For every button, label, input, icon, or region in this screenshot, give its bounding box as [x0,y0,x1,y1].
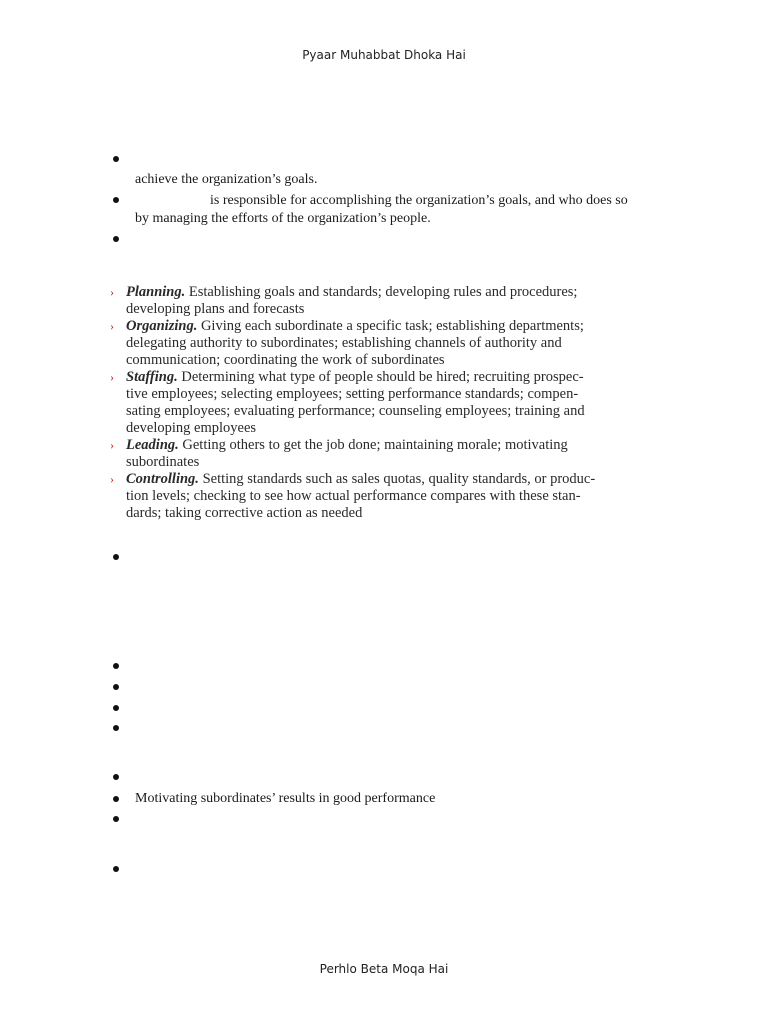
bullet [113,866,119,872]
bullet-text: achieve the organization’s goals. [135,172,318,187]
arrow-icon: › [110,285,114,299]
arrow-icon: › [110,319,114,333]
bullet [113,725,119,731]
function-desc: dards; taking corrective action as needed [126,505,363,521]
function-desc: developing employees [126,420,257,436]
arrow-icon: › [110,370,114,384]
bullet [113,816,119,822]
function-item [110,471,650,522]
bullet [113,684,119,690]
function-term: Planning. [126,284,186,300]
function-term: Organizing. [126,318,198,334]
bullet-text: is responsible for accomplishing the organization’s goals, and who does so [210,193,628,208]
bullet [113,236,119,242]
function-desc: sating employees; evaluating performance; counseling employees; training and [126,403,585,419]
function-term: Controlling. [126,471,199,487]
bullet [113,774,119,780]
function-desc: Giving each subordinate a specific task; establishing departments; [200,318,584,334]
arrow-icon: › [110,472,114,486]
function-desc: tive employees; selecting employees; setting performance standards; compen- [126,386,579,402]
bullet [113,156,119,162]
bullet [113,663,119,669]
bullet-text: by managing the efforts of the organization’s people. [135,211,431,226]
bullet-text: Motivating subordinates’ results in good performance [135,791,436,806]
bullet [113,554,119,560]
function-item [110,437,650,471]
function-term: Staffing. [126,369,178,385]
function-item [110,369,650,437]
function-desc: Setting standards such as sales quotas, quality standards, or produc- [202,471,596,487]
function-item [110,318,650,369]
function-item [110,284,650,318]
function-desc: tion levels; checking to see how actual performance compares with these stan- [126,488,581,504]
function-term: Leading. [126,437,179,453]
page-header: Pyaar Muhabbat Dhoka Hai [302,48,466,62]
function-desc: Getting others to get the job done; maintaining morale; motivating [182,437,568,453]
management-functions-list [110,284,650,522]
bullet [113,705,119,711]
function-desc: Establishing goals and standards; developing rules and procedures; [188,284,578,300]
arrow-icon: › [110,438,114,452]
page-footer: Perhlo Beta Moqa Hai [319,962,449,976]
function-desc: developing plans and forecasts [126,301,305,317]
function-desc: subordinates [126,454,200,470]
bullet [113,796,119,802]
function-desc: Determining what type of people should be hired; recruiting prospec- [181,369,584,385]
function-desc: delegating authority to subordinates; establishing channels of authority and [126,335,562,351]
function-desc: communication; coordinating the work of subordinates [126,352,445,368]
bullet [113,197,119,203]
